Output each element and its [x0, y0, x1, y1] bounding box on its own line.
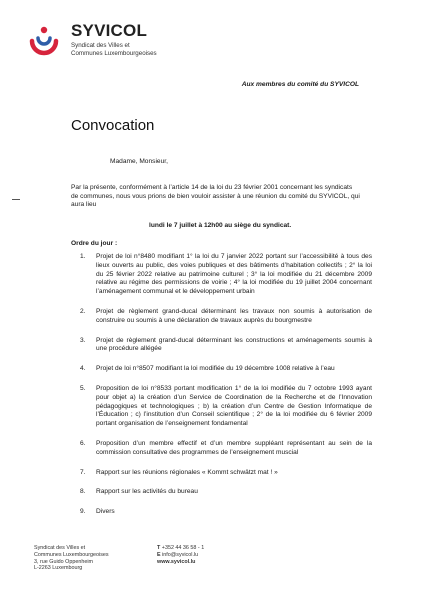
agenda-list: [80, 253, 372, 528]
agenda-item: [80, 365, 372, 374]
agenda-item-number: 4.: [80, 365, 86, 373]
agenda-item: [80, 385, 372, 429]
website-link[interactable]: www.syvicol.lu: [157, 558, 196, 565]
footer-contact: [157, 545, 204, 565]
footer-address-line: 3, rue Guido Oppenheim: [34, 558, 94, 565]
org-tagline-line: Communes Luxembourgeoises: [71, 50, 157, 57]
agenda-item-number: 9.: [80, 508, 86, 516]
footer-address-line: L-2263 Luxembourg: [34, 565, 83, 572]
agenda-item-text: Proposition de loi n°8533 portant modification 1° de la loi modifiée du 7 octobre 1993 ayant pour objet a) la création d’un Service de Coordination de la Recherche et de l’Innovation pédagogiques et technologiques ; b) la création d’un Centre de Gestion Informatique de l’Éducation ; c) l’institution d’un Conseil scientifique ; 2° de la loi modifiée du 6 février 2009 portant organisation de l’enseignement fondamental: [96, 384, 372, 428]
agenda-item-text: Rapport sur les activités du bureau: [96, 488, 198, 496]
agenda-item: [80, 488, 372, 497]
agenda-item: [80, 440, 372, 458]
salutation: Madame, Monsieur,: [110, 158, 168, 165]
agenda-item-number: 5.: [80, 384, 86, 392]
agenda-item-text: Projet de loi n°8480 modifiant 1° la loi du 7 janvier 2022 portant sur l’accessibilité à tous des lieux ouverts au public, des voies publiques et des bâtiments d’habitation collectifs ; 2° la loi du 25 février 2022 relative au patrimoine culturel ; 3° la loi modifiée du 21 décembre 2009 relative au régime des permissions de voirie ; 4° la loi modifiée du 19 juillet 2004 concernant l’aménagement communal et le développement urbain: [96, 253, 372, 296]
intro-paragraph: Par la présente, conformément à l’article 14 de la loi du 23 février 2001 concernant les syndicats de communes, nous vous prions de bien vouloir assister à une réunion du comité du SYVICOL, qui aura lieu: [71, 184, 360, 209]
agenda-item-text: Projet de loi n°8507 modifiant la loi modifiée du 19 décembre 1008 relative à l’eau: [96, 365, 335, 373]
agenda-item: [80, 308, 372, 326]
org-name: SYVICOL: [71, 21, 148, 40]
agenda-item-number: 1.: [80, 253, 86, 260]
agenda-item: [80, 337, 372, 355]
recipient-line: Aux membres du comité du SYVICOL: [241, 81, 359, 88]
email-label: E: [157, 551, 161, 558]
email-link[interactable]: info@syvicol.lu: [162, 551, 199, 558]
agenda-item: [80, 253, 372, 297]
page-title: Convocation: [71, 117, 155, 134]
agenda-title: Ordre du jour :: [71, 240, 118, 247]
syvicol-logo-icon: [27, 24, 61, 58]
agenda-item-number: 2.: [80, 307, 86, 315]
phone-label: T: [157, 545, 161, 551]
agenda-item-text: Projet de règlement grand-ducal déterminant les constructions et aménagements soumis à une procédure allégée: [96, 336, 372, 353]
agenda-item-number: 8.: [80, 488, 86, 496]
agenda-item: [80, 469, 372, 478]
footer-address: [34, 545, 109, 572]
footer-email: [157, 552, 204, 559]
syvicol-logo: [27, 20, 187, 64]
agenda-item-text: Rapport sur les réunions régionales « Kommt schwätzt mat ! »: [96, 468, 278, 476]
agenda-item-number: 6.: [80, 439, 86, 447]
org-tagline-line: Syndicat des Villes et: [71, 42, 130, 49]
footer-address-line: Communes Luxembourgeoises: [34, 551, 109, 558]
agenda-item-text: Proposition d’un membre effectif et d’un membre suppléant représentant au sein de la commission consultative des programmes de l’enseignement muscial: [96, 439, 372, 456]
org-tagline: [71, 42, 157, 58]
agenda-item: [80, 508, 372, 517]
phone-number: +352 44 36 58 - 1: [161, 545, 205, 551]
agenda-item-number: 3.: [80, 336, 86, 344]
agenda-item-text: Projet de règlement grand-ducal déterminant les travaux non soumis à autorisation de construire ou soumis à une déclaration de travaux auprès du bourgmestre: [96, 307, 372, 324]
footer-phone: [157, 545, 204, 552]
agenda-item-text: Divers: [96, 508, 115, 516]
footer-address-line: Syndicat des Villes et: [34, 545, 86, 551]
margin-mark: [12, 199, 20, 200]
agenda-item-number: 7.: [80, 468, 86, 476]
meeting-date: lundi le 7 juillet à 12h00 au siège du syndicat.: [149, 222, 292, 229]
